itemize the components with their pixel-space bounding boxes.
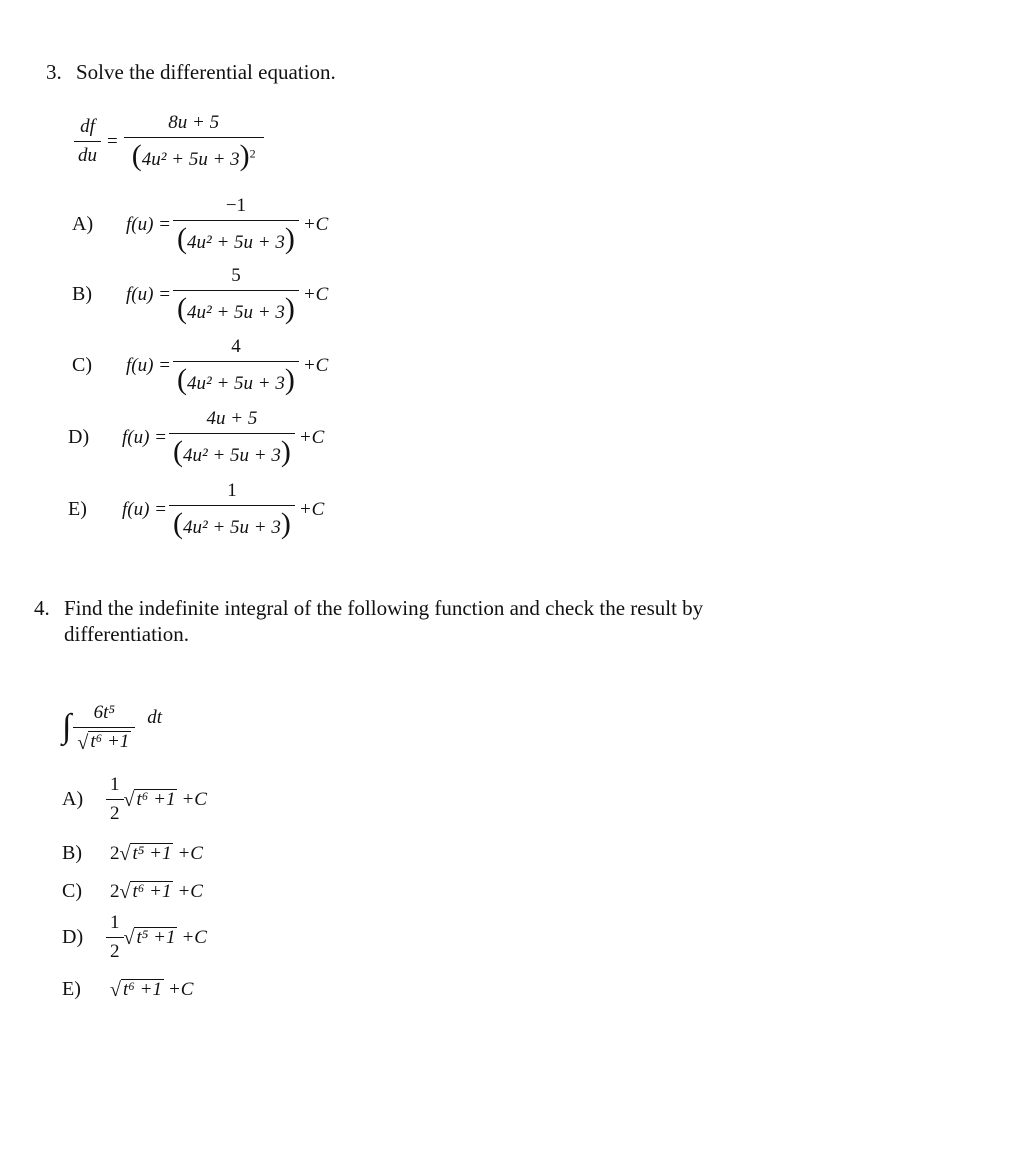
rhs-denominator-inner: 4u² + 5u + 3 (141, 149, 240, 170)
option-constant: +C (181, 788, 207, 810)
option-constant: +C (302, 283, 329, 305)
radical-icon: √ (123, 927, 135, 950)
option-radicand: t⁵ +1 (132, 842, 172, 864)
integral-differential: dt (147, 707, 163, 729)
option-label: B) (72, 283, 92, 305)
option-denominator: 4u² + 5u + 3 (183, 517, 281, 538)
option-numerator: 4 (231, 336, 241, 357)
option-fraction: $\frac{5}{\text{(4u² + 5u + 3)}}$ (173, 265, 299, 324)
radical-icon: √ (123, 789, 135, 812)
option-function: f(u) = (122, 498, 168, 520)
option-radicand: t⁵ +1 (136, 926, 176, 948)
option-function: f(u) = (122, 426, 168, 448)
option-coefficient (106, 912, 124, 963)
question-4-prompt-line-2: differentiation. (64, 622, 189, 646)
option-constant: +C (167, 978, 194, 1000)
rhs-fraction (124, 112, 264, 171)
coefficient-denominator: 2 (110, 803, 120, 824)
option-label: D) (68, 426, 90, 448)
option-constant: +C (302, 354, 329, 376)
q4-option-d[interactable] (62, 912, 207, 963)
question-3-number: 3. (46, 60, 62, 84)
q4-option-c[interactable] (62, 880, 203, 903)
option-radicand: t⁶ +1 (136, 788, 176, 810)
q3-option-e[interactable] (68, 480, 324, 539)
option-numerator: −1 (225, 195, 247, 216)
option-radicand: t⁶ +1 (122, 978, 162, 1000)
lhs-denominator: du (78, 145, 97, 166)
option-numerator: 1 (227, 480, 237, 501)
option-fraction: $\frac{-1}{\text{(4u² + 5u + 3)}}$ (173, 195, 299, 254)
option-denominator: 4u² + 5u + 3 (187, 302, 285, 323)
equals-sign: = (107, 130, 118, 152)
option-label: A) (62, 788, 84, 810)
coefficient-numerator: 1 (110, 912, 120, 933)
q3-option-a[interactable] (72, 195, 328, 254)
question-4-prompt-line-1: Find the indefinite integral of the following function and check the result by (64, 596, 704, 620)
option-label: C) (62, 880, 82, 902)
option-label: A) (72, 213, 94, 235)
radical-icon: √ (77, 731, 89, 754)
option-constant: +C (298, 498, 325, 520)
option-label: D) (62, 926, 84, 948)
radical-icon: √ (119, 881, 131, 904)
integrand-denominator (73, 728, 135, 753)
option-label: B) (62, 842, 82, 864)
option-label: E) (68, 498, 87, 520)
option-coefficient: 2 (110, 842, 120, 864)
option-constant: +C (302, 213, 329, 235)
lhs-fraction (74, 116, 101, 167)
q3-option-c[interactable] (72, 336, 328, 395)
option-label: E) (62, 978, 81, 1000)
q3-option-b[interactable] (72, 265, 328, 324)
radical-icon: √ (119, 843, 131, 866)
q4-integral (62, 702, 162, 753)
coefficient-numerator: 1 (110, 774, 120, 795)
option-coefficient: 2 (110, 880, 120, 902)
coefficient-denominator: 2 (110, 941, 120, 962)
option-root (120, 881, 174, 903)
option-root (124, 789, 178, 811)
radical-icon: √ (110, 979, 121, 1002)
option-denominator: 4u² + 5u + 3 (187, 373, 285, 394)
option-function: f(u) = (126, 354, 172, 376)
option-coefficient (106, 774, 124, 825)
q3-differential-equation (74, 112, 264, 171)
option-constant: +C (177, 880, 203, 902)
question-4-number: 4. (34, 596, 50, 620)
integral-sign-icon: ∫ (62, 708, 72, 746)
option-numerator: 4u + 5 (206, 408, 258, 429)
q4-option-b[interactable] (62, 842, 203, 865)
option-function: f(u) = (126, 213, 172, 235)
q4-option-e[interactable] (62, 978, 193, 1001)
option-denominator: 4u² + 5u + 3 (187, 232, 285, 253)
q3-option-d[interactable] (68, 408, 324, 467)
option-fraction: $\frac{1}{\text{(4u² + 5u + 3)}}$ (169, 480, 295, 539)
option-constant: +C (177, 842, 203, 864)
option-constant: +C (181, 926, 207, 948)
integrand-radicand: t⁶ +1 (90, 731, 130, 752)
rhs-denominator-power: 2 (249, 146, 256, 161)
option-label: C) (72, 354, 92, 376)
rhs-denominator: $(4u^2 + 5u + 3)^2$ (131, 139, 256, 172)
option-root (124, 927, 178, 949)
rhs-numerator: 8u + 5 (168, 112, 220, 133)
option-function: f(u) = (126, 283, 172, 305)
option-denominator: 4u² + 5u + 3 (183, 445, 281, 466)
option-fraction: $\frac{4u + 5}{\text{(4u² + 5u + 3)}}$ (169, 408, 295, 467)
option-root (110, 979, 164, 1001)
option-numerator: 5 (231, 265, 241, 286)
option-constant: +C (298, 426, 325, 448)
lhs-numerator: df (80, 116, 95, 137)
option-fraction: $\frac{4}{\text{(4u² + 5u + 3)}}$ (173, 336, 299, 395)
question-3-prompt: Solve the differential equation. (76, 60, 336, 84)
integrand-numerator: 6t⁵ (93, 702, 115, 723)
integrand-fraction (73, 702, 135, 753)
q4-option-a[interactable] (62, 774, 207, 825)
option-root (120, 843, 174, 865)
option-radicand: t⁶ +1 (132, 880, 172, 902)
